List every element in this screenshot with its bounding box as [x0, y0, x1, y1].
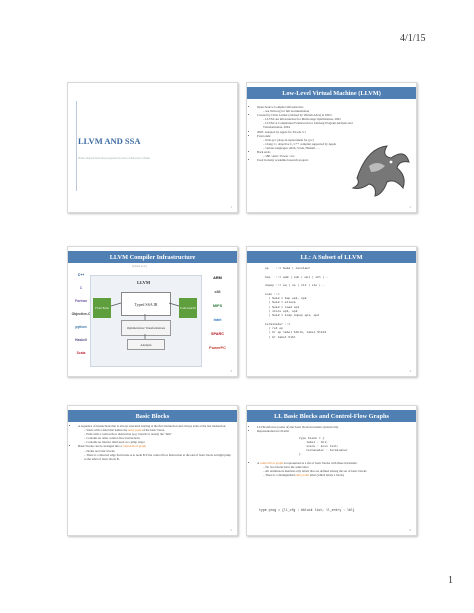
code-line: label : lbl; [299, 441, 328, 444]
highlight-term: entry point [295, 473, 310, 478]
slide-6-top-bullet-text: Representation in OCaml: [257, 429, 290, 434]
slide-2-bullet-item [257, 113, 361, 129]
slide-6-top-bullet-list [249, 425, 411, 433]
architecture-logo: MIPS [212, 304, 223, 308]
slide-2 [246, 82, 417, 213]
slide-5-bullet-sublist [78, 428, 232, 444]
llvm-label: LLVM [137, 280, 151, 285]
slide-2-bullet-sublist [257, 138, 361, 150]
page-date: 4/1/15 [400, 33, 426, 44]
slide-1-rule [76, 101, 77, 191]
code-line: | store op1, op2 [265, 309, 298, 313]
slide-5-bullet-subitem: – There is a directed edge from node A to node B if the control flow instruction at the end of basic block A might jump to the label of basic block B. [84, 452, 231, 461]
typed-ssa-label: Typed SSA IR [134, 301, 158, 307]
code-line: insns : insn list; [299, 445, 339, 448]
slide-5-title: Basic Blocks [68, 410, 237, 422]
slide-5-bullet-text: A sequence of instructions that is always executed starting at the first instruction and always exits at the last instruction. [78, 424, 227, 428]
slide-5-bullet-subtext: Starts with a label that names the entry point of the basic block. [86, 428, 165, 433]
slide-2-bullet-subitem: – see llvm.org for full documentation [263, 109, 310, 114]
code-line: | br label %lbl [265, 335, 296, 339]
slide-5-bullet-subtext: Contains no other control-flow instructions [86, 436, 140, 441]
slide-1-subtitle: Slides adapted from those prepared by Steve Zdancewic at Penn [78, 157, 150, 160]
slide-2-bullet-item [257, 134, 361, 150]
ocaml-block-type-code [299, 437, 348, 457]
slide-6-top-bullet-item [257, 429, 411, 433]
slide-5-bullets [70, 424, 232, 461]
architecture-logo: PowerPC [209, 346, 226, 350]
slide-3-caption: [Lattner et al.] [132, 265, 147, 268]
code-line: | %uid = alloca [265, 301, 296, 305]
language-logo: Objective-C [71, 312, 91, 316]
ocaml-prog-type-code: type prog = {ll_cfg : bblock list; ll_entry : lbl} [259, 508, 355, 512]
slide-2-title: Low-Level Virtual Machine (LLVM) [247, 87, 416, 99]
source-language-logos [70, 269, 92, 360]
slide-2-bullet-subitem: – llvm-gcc (drop-in replacement for gcc) [263, 137, 314, 142]
slide-2-bullet-text: Back ends: [257, 150, 271, 155]
slide-4-title: LL: A Subset of LLVM [247, 251, 416, 263]
slide-4-number: 4 [409, 369, 411, 373]
slide-6-bottom-bullet-subtext: No two blocks have the same label [265, 465, 309, 470]
architecture-logo: ARM [213, 276, 222, 280]
code-line: op ::= %uid | constant [265, 267, 311, 270]
slide-2-bullet-subtext: x86 / Arm / Power / etc. [265, 154, 295, 159]
slide-2-bullet-subtext: llvm-gcc (drop-in replacement for gcc) [265, 137, 314, 142]
slide-5-bullet-text: Basic blocks can be arranged into a control-flow graph [78, 444, 146, 449]
slide-5-bullet-subtext: Ends with a control-flow instruction (e.g. branch or return) the "link" [86, 432, 172, 437]
language-logo: Haskell [75, 338, 87, 342]
slide-2-bullet-subtext: various languages: ADA, Scala, Haskell, … [265, 145, 320, 150]
slide-2-bullet-subitem: – LLVM: An infrastructure for Multi-stage Optimization, 2002 [263, 117, 341, 122]
slide-6 [246, 405, 417, 536]
code-line: | %uid = icmp cmpop op1, op2 [265, 314, 320, 318]
slide-2-bullet-subitem: – x86 / Arm / Power / etc. [263, 154, 295, 159]
target-architecture-logos [201, 271, 234, 355]
dragon-logo [347, 138, 413, 200]
page-number: 1 [448, 575, 453, 586]
code-line: insn ::= [265, 292, 280, 296]
slide-2-bullet-text: Used in many academic/research projects [257, 158, 309, 163]
slide-6-bottom-bullet-subtext: All terminators mention only labels that are defined among the set of basic blocks [265, 469, 367, 474]
language-logo: Fortran [75, 299, 87, 303]
slide-5-bullet-list [70, 424, 232, 461]
slide-6-bottom-bullet-item [257, 461, 411, 477]
slide-6-bottom-bullet-text: A control flow graph is represented as a list of basic blocks with these invariants: [257, 461, 358, 465]
language-logo: C [79, 286, 83, 290]
slide-6-number: 6 [409, 528, 411, 532]
code-line: | %uid = bop op1, op2 [265, 297, 307, 301]
slide-6-bottom-bullet-subitem: – No two blocks have the same label [263, 465, 309, 470]
slide-5-bullet-subitem: – Nodes are basic blocks [84, 448, 115, 453]
code-gen-label: Code Gen/Jit [180, 306, 196, 310]
slide-5-bullet-subitem: – Contains no other control-flow instructions [84, 436, 140, 441]
language-logo: python [75, 325, 87, 329]
code-line: | br op label %lbl1, label %lbl2 [265, 331, 327, 335]
slide-6-bottom-bullet-subitem: – All terminators mention only labels that are defined among the set of basic blocks [263, 469, 367, 474]
analysis-label: Analysis [140, 342, 152, 347]
slide-5-number: 5 [230, 528, 232, 532]
slide-3-title: LLVM Compiler Infrastructure [68, 251, 237, 263]
slide-2-bullet-sublist [257, 117, 361, 129]
code-line: bop ::= add | sub | mul | shl | … [265, 275, 329, 279]
architecture-logo: x86 [214, 290, 221, 294]
slide-2-bullet-item [257, 158, 361, 162]
language-logo: Scala [76, 351, 86, 355]
code-line: terminator : terminator [299, 449, 348, 452]
slide-2-bullet-subitem: – Clang: C, objective C, C++ compiler supported by Apple [263, 141, 337, 146]
slide-5-bullet-subtext: There is a directed edge from node A to node B if the control flow instruction at the end of basic block A might jump to the label of basic block B. [84, 452, 231, 461]
code-line: | %uid = load op1 [265, 305, 300, 309]
diagram-arrows [91, 276, 201, 366]
slide-1-title: LLVM AND SSA [78, 136, 141, 146]
llvm-diagram [90, 275, 202, 367]
slide-6-bottom-bullet-list [249, 461, 411, 477]
slide-3 [67, 246, 238, 377]
slide-5-bullet-item [78, 444, 232, 460]
slide-2-bullet-text: Open-Source Compiler Infrastructure [257, 105, 304, 109]
slide-6-bottom-bullet-subitem: – There is a distinguished entry point label (which labels a block) [263, 473, 344, 478]
slide-2-bullet-subitem: – various languages: ADA, Scala, Haskell, … [263, 145, 320, 150]
slide-5-bullet-subitem: – Ends with a control-flow instruction (e.g. branch or return) the "link" [84, 432, 172, 437]
slide-5-bullet-item [78, 424, 232, 444]
slide-2-bullet-list [249, 105, 361, 162]
slide-2-number: 2 [409, 205, 411, 209]
highlight-term: entry point [128, 428, 142, 433]
slide-2-bullets [249, 105, 361, 162]
slide-6-bottom-bullet-subtext: There is a distinguished entry point label (which labels a block) [265, 473, 344, 478]
slide-2-bullet-subtext: LLVM: A Compilation Framework for Lifelong Program Analysis and Transformation, 2004 [263, 121, 353, 130]
slide-2-bullet-item [257, 150, 361, 158]
architecture-logo: intel [213, 318, 222, 322]
ll-grammar-code [265, 267, 328, 340]
slide-5-bullet-subtext: Contains no interior label used as a jump target [86, 440, 145, 445]
slide-6-bullets-top [249, 425, 411, 433]
slide-3-number: 3 [230, 369, 232, 373]
slide-5-bullet-subtext: Nodes are basic blocks [86, 448, 115, 453]
slide-5-bullet-sublist [78, 449, 232, 461]
slide-6-title: LL Basic Blocks and Control-Flow Graphs [247, 410, 416, 422]
slide-2-bullet-subtext: LLVM: An infrastructure for Multi-stage Optimization, 2002 [265, 117, 341, 122]
slide-1-number: 1 [230, 205, 232, 209]
highlight-term: control-flow graph [122, 444, 146, 449]
code-line: terminator ::= [265, 322, 291, 326]
code-line: } [299, 453, 301, 456]
slide-1 [67, 82, 238, 213]
slide-5 [67, 405, 238, 536]
optimizations-label: Optimizations/ Transformations [126, 326, 166, 330]
slide-5-bullet-subitem: – Starts with a label that names the entry point of the basic block. [84, 428, 165, 433]
code-line: | ret op [265, 327, 284, 331]
code-line: type block = { [299, 437, 325, 440]
slide-6-bottom-bullet-sublist [257, 465, 411, 477]
slide-2-bullet-text: Front ends: [257, 133, 272, 138]
front-ends-label: Front Ends [95, 306, 109, 310]
slide-6-top-bullet-text: LLVM enforces (some of) the basic block invariants syntactically. [257, 425, 339, 429]
slide-2-bullet-subitem: – LLVM: A Compilation Framework for Lifelong Program Analysis and Transformation, 2004 [263, 121, 353, 130]
slide-2-bullet-subtext: Clang: C, objective C, C++ compiler supported by Apple [265, 141, 337, 146]
language-logo: C++ [77, 273, 85, 277]
slide-6-bullets-bottom [249, 461, 411, 477]
slide-4 [246, 246, 417, 377]
slide-2-bullet-text: Created by Chris Lattner (advised by Vikram Adve) at UIUC [257, 113, 333, 118]
slide-2-bullet-subtext: see llvm.org for full documentation [265, 109, 310, 114]
code-line: cmpop ::= eq | ne | slt | sle | … [265, 284, 325, 288]
slide-2-bullet-item [257, 105, 361, 113]
slide-5-bullet-subitem: – Contains no interior label used as a jump target [84, 440, 145, 445]
architecture-logo: SPARC [210, 332, 224, 336]
slide-2-bullet-text: 2005: Adopted by Apple for XCode 3.1 [257, 129, 306, 134]
highlight-term: control flow graph [259, 461, 283, 465]
